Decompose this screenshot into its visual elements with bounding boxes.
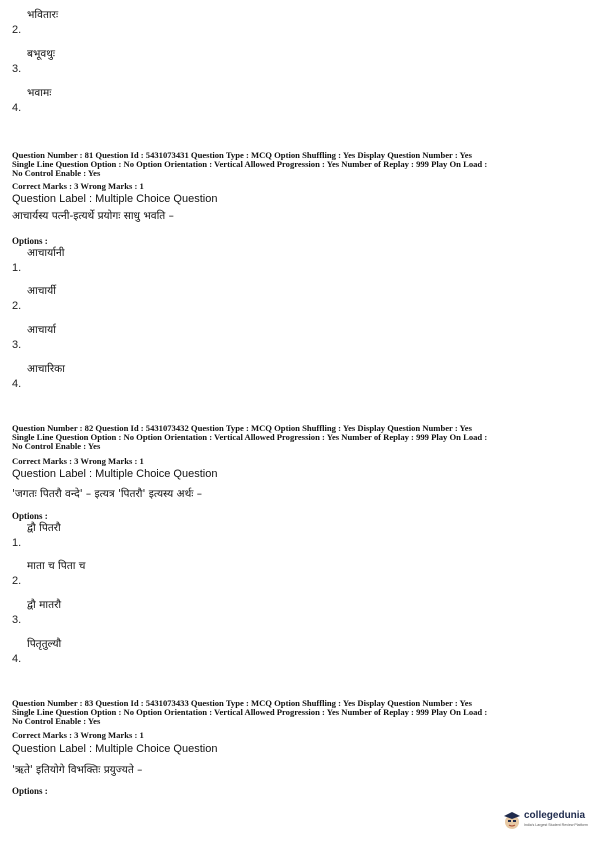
option-text: द्वौ पितरौ	[27, 522, 61, 534]
question-text: 'ऋते' इतियोगे विभक्तिः प्रयुज्यते –	[12, 764, 143, 776]
option-number: 4.	[12, 378, 22, 390]
question-meta-line2: Single Line Question Option : No Option Orientation : Vertical Allowed Progression : Yes Number of Replay : 999 Play On Load :	[12, 707, 488, 717]
option-number: 3.	[12, 614, 22, 626]
question-label: Question Label : Multiple Choice Question	[12, 468, 218, 480]
options-heading: Options :	[12, 236, 48, 246]
option-number: 1.	[12, 537, 22, 549]
question-meta-line2: Single Line Question Option : No Option Orientation : Vertical Allowed Progression : Yes Number of Replay : 999 Play On Load :	[12, 159, 488, 169]
question-marks: Correct Marks : 3 Wrong Marks : 1	[12, 730, 144, 740]
option-text: पितृतुल्यौ	[27, 638, 62, 650]
option-number: 4.	[12, 653, 22, 665]
option-text: द्वौ मातरौ	[27, 599, 62, 611]
option-number: 2.	[12, 24, 22, 36]
logo-tagline: India's Largest Student Review Platform	[524, 823, 588, 827]
option-text: आचारिका	[27, 363, 65, 375]
question-marks: Correct Marks : 3 Wrong Marks : 1	[12, 456, 144, 466]
option-number: 3.	[12, 339, 22, 351]
option-text: आचार्या	[27, 324, 56, 336]
option-number: 2.	[12, 575, 22, 587]
options-heading: Options :	[12, 511, 48, 521]
question-meta-line2: Single Line Question Option : No Option Orientation : Vertical Allowed Progression : Yes Number of Replay : 999 Play On Load :	[12, 432, 488, 442]
logo-name: collegedunia	[524, 810, 586, 821]
question-meta-line3: No Control Enable : Yes	[12, 441, 101, 451]
question-meta-line1: Question Number : 83 Question Id : 5431073433 Question Type : MCQ Option Shuffling : Yes Display Question Number : Yes	[12, 698, 472, 708]
option-text: आचार्यी	[27, 285, 56, 297]
graduate-mascot-icon	[502, 810, 522, 830]
question-meta-line3: No Control Enable : Yes	[12, 168, 101, 178]
question-text: 'जगतः पितरौ वन्दे' – इत्यत्र 'पितरौ' इत्यस्य अर्थः –	[12, 488, 202, 500]
option-text: भवितारः	[27, 9, 59, 21]
question-meta-line1: Question Number : 81 Question Id : 5431073431 Question Type : MCQ Option Shuffling : Yes Display Question Number : Yes	[12, 150, 472, 160]
question-label: Question Label : Multiple Choice Question	[12, 193, 218, 205]
question-meta-line3: No Control Enable : Yes	[12, 716, 101, 726]
question-text: आचार्यस्य पत्नी-इत्यर्थे प्रयोगः साधु भवति –	[12, 210, 174, 222]
option-text: भवामः	[27, 87, 52, 99]
question-marks: Correct Marks : 3 Wrong Marks : 1	[12, 181, 144, 191]
option-number: 2.	[12, 300, 22, 312]
option-text: बभूवथुः	[27, 48, 56, 60]
question-meta-line1: Question Number : 82 Question Id : 5431073432 Question Type : MCQ Option Shuffling : Yes Display Question Number : Yes	[12, 423, 472, 433]
collegedunia-logo	[500, 808, 592, 834]
option-text: आचार्यानी	[27, 247, 65, 259]
option-number: 1.	[12, 262, 22, 274]
question-label: Question Label : Multiple Choice Question	[12, 743, 218, 755]
options-heading: Options :	[12, 786, 48, 796]
option-number: 3.	[12, 63, 22, 75]
option-number: 4.	[12, 102, 22, 114]
option-text: माता च पिता च	[27, 560, 86, 572]
